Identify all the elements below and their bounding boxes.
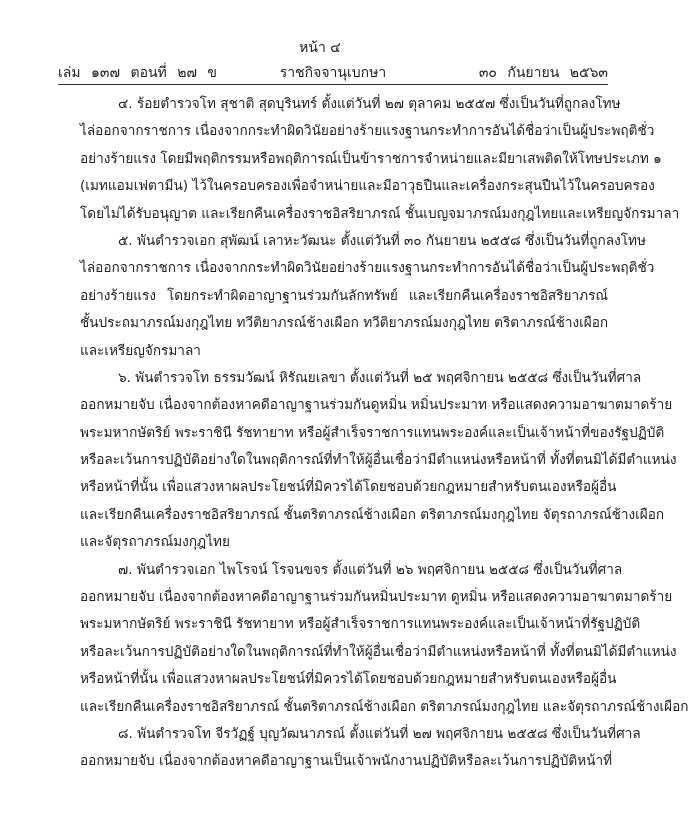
text-line: ชั้นประถมาภรณ์มงกุฎไทย ทวีติยาภรณ์ช้างเผือก ทวีติยาภรณ์มงกุฎไทย ตริตาภรณ์ช้างเผือก xyxy=(80,315,609,332)
text-line: หรือละเว้นการปฏิบัติอย่างใดในพฤติการณ์ที่ทำให้ผู้อื่นเชื่อว่ามีตำแหน่งหรือหน้าที่ ทั้งที่ตนมิได้มีตำแหน่ง xyxy=(80,643,677,660)
publication-title: ราชกิจจานุเบกษา xyxy=(279,65,387,81)
text-line: พระมหากษัตริย์ พระราชินี รัชทายาท หรือผู้สำเร็จราชการแทนพระองค์และเป็นเจ้าหน้าที่ของรัฐปฏิบัติ xyxy=(80,424,665,441)
paragraph-4 xyxy=(80,91,680,228)
text-line: หรือละเว้นการปฏิบัติอย่างใดในพฤติการณ์ที่ทำให้ผู้อื่นเชื่อว่ามีตำแหน่งหรือหน้าที่ ทั้งที่ตนมิได้มีตำแหน่ง xyxy=(80,452,677,469)
text-line: ออกหมายจับ เนื่องจากต้องหาคดีอาญาฐานร่วมกันดูหมิ่น หมิ่นประมาท หรือแสดงความอาฆาตมาดร้าย xyxy=(80,397,673,414)
paragraph-8 xyxy=(80,721,641,776)
text-line: ออกหมายจับ เนื่องจากต้องหาคดีอาญาฐานร่วมกันหมิ่นประมาท ดูหมิ่น หรือแสดงความอาฆาตมาดร้าย xyxy=(80,589,673,606)
text-line: ๕. พันตำรวจเอก สุพัฒน์ เลาหะวัฒนะ ตั้งแต่วันที่ ๓๐ กันยายน ๒๕๕๘ ซึ่งเป็นวันที่ถูกลงโทษ xyxy=(118,232,646,249)
text-line: (เมทแอมเฟตามีน) ไว้ในครอบครองเพื่อจำหน่ายและมีอาวุธปืนและเครื่องกระสุนปืนไว้ในครอบครอง xyxy=(80,178,655,195)
paragraph-7 xyxy=(80,557,689,721)
text-line: อย่างร้ายแรง โดยกระทำผิดอาญาฐานร่วมกันลักทรัพย์ และเรียกคืนเครื่องราชอิสริยาภรณ์ xyxy=(80,287,608,304)
volume-issue: เล่ม ๑๓๗ ตอนที่ ๒๗ ข xyxy=(58,65,218,81)
paragraph-6 xyxy=(80,365,677,557)
text-line: และจัตุรถาภรณ์มงกุฎไทย xyxy=(80,534,230,551)
text-line: ไล่ออกจากราชการ เนื่องจากกระทำผิดวินัยอย่างร้ายแรงฐานกระทำการอันได้ชื่อว่าเป็นผู้ประพฤติชั่ว xyxy=(80,123,655,140)
text-line: อย่างร้ายแรง โดยมีพฤติกรรมหรือพฤติการณ์เป็นข้าราชการจำหน่ายและมียาเสพติดให้โทษประเภท ๑ xyxy=(80,150,662,167)
text-line: ๘. พันตำรวจโท จีรวัฏฐ์ บุญวัฒนาภรณ์ ตั้งแต่วันที่ ๒๗ พฤศจิกายน ๒๕๕๘ ซึ่งเป็นวันที่ศาล xyxy=(118,725,641,742)
text-line: และเหรียญจักรมาลา xyxy=(80,342,201,359)
page-number: หน้า ๔ xyxy=(299,40,341,56)
header-divider xyxy=(58,84,608,85)
paragraph-5 xyxy=(80,228,655,365)
text-line: และเรียกคืนเครื่องราชอิสริยาภรณ์ ชั้นตริตาภรณ์ช้างเผือก ตริตาภรณ์มงกุฎไทย จัตุรถาภรณ์ช้างเผือก xyxy=(80,506,665,523)
gazette-header xyxy=(58,62,608,82)
text-line: ออกหมายจับ เนื่องจากต้องหาคดีอาญาฐานเป็นเจ้าพนักงานปฏิบัติหรือละเว้นการปฏิบัติหน้าที่ xyxy=(80,753,613,770)
publication-date: ๓๐ กันยายน ๒๕๖๓ xyxy=(478,65,608,81)
text-line: ๗. พันตำรวจเอก ไพโรจน์ โรจนขจร ตั้งแต่วันที่ ๒๖ พฤศจิกายน ๒๕๕๘ ซึ่งเป็นวันที่ศาล xyxy=(118,561,623,578)
text-line: และเรียกคืนเครื่องราชอิสริยาภรณ์ ชั้นตริตาภรณ์ช้างเผือก ตริตาภรณ์มงกุฎไทย และจัตุรถาภรณ์ช้างเผือก xyxy=(80,698,689,715)
text-line: หรือหน้าที่นั้น เพื่อแสวงหาผลประโยชน์ที่มิควรได้โดยชอบด้วยกฎหมายสำหรับตนเองหรือผู้อื่น xyxy=(80,479,617,496)
document-body xyxy=(80,91,689,776)
text-line: ไล่ออกจากราชการ เนื่องจากกระทำผิดวินัยอย่างร้ายแรงฐานกระทำการอันได้ชื่อว่าเป็นผู้ประพฤติชั่ว xyxy=(80,260,655,277)
text-line: หรือหน้าที่นั้น เพื่อแสวงหาผลประโยชน์ที่มิควรได้โดยชอบด้วยกฎหมายสำหรับตนเองหรือผู้อื่น xyxy=(80,671,617,688)
text-line: พระมหากษัตริย์ พระราชินี รัชทายาท หรือผู้สำเร็จราชการแทนพระองค์และเป็นเจ้าหน้าที่รัฐปฏิบัติ xyxy=(80,616,641,633)
text-line: ๔. ร้อยตำรวจโท สุชาติ สุดบุรินทร์ ตั้งแต่วันที่ ๒๗ ตุลาคม ๒๕๕๗ ซึ่งเป็นวันที่ถูกลงโทษ xyxy=(118,96,621,112)
text-line: โดยไม่ได้รับอนุญาต และเรียกคืนเครื่องราชอิสริยาภรณ์ ชั้นเบญจมาภรณ์มงกุฎไทยและเหรียญจักรมาลา xyxy=(80,205,680,222)
text-line: ๖. พันตำรวจโท ธรรมวัฒน์ หิรัณยเลขา ตั้งแต่วันที่ ๒๕ พฤศจิกายน ๒๕๕๘ ซึ่งเป็นวันที่ศาล xyxy=(118,369,642,386)
